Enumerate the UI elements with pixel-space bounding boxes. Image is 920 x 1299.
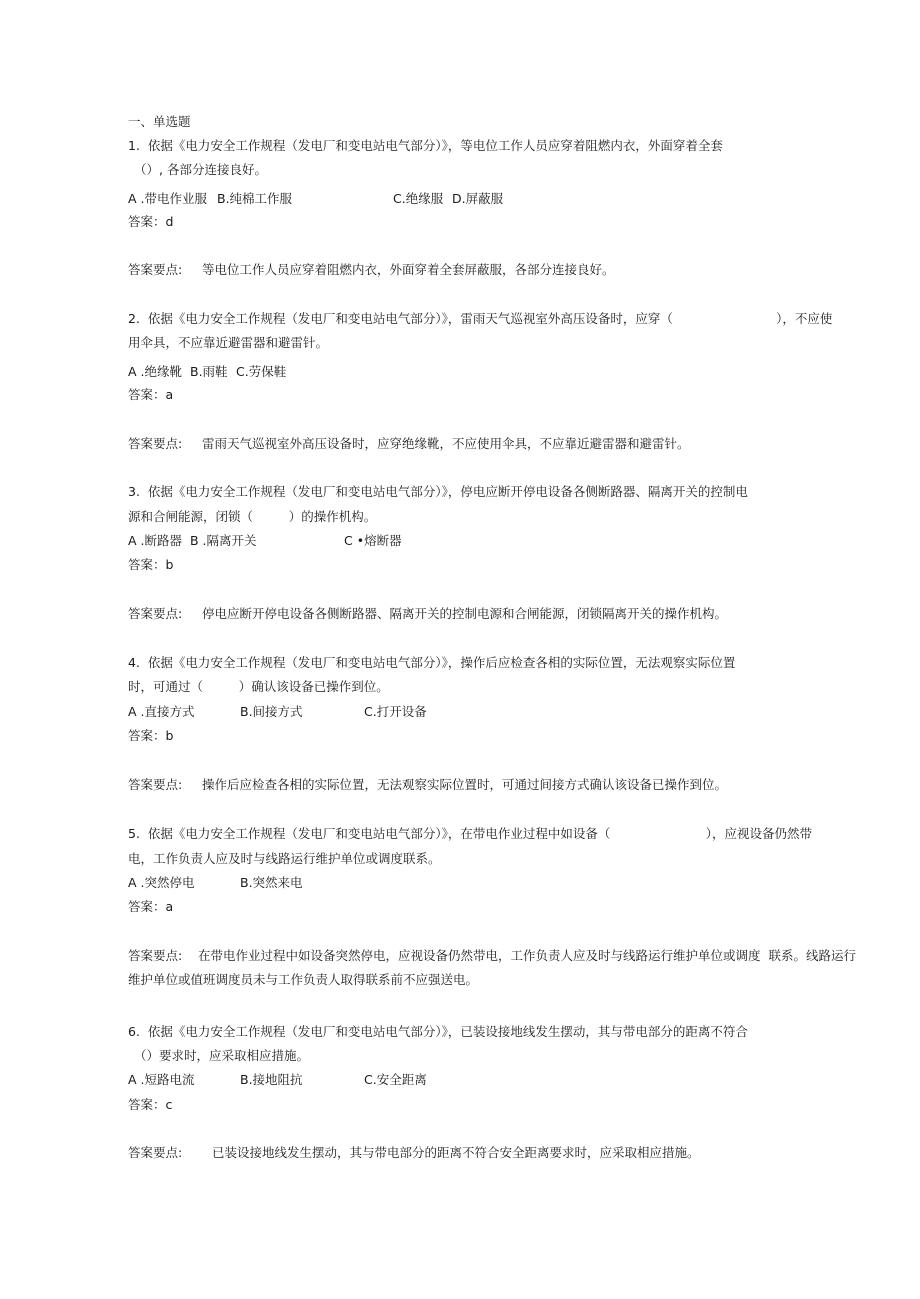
question-2-option-b: B.雨鞋 [190,364,228,379]
question-2-option-c: C.劳保鞋 [236,364,287,379]
question-1-option-c: C.绝缘服 [393,191,444,206]
question-4-option-c: C.打开设备 [364,704,427,719]
question-5-answer: 答案：a [128,899,174,914]
question-5-option-b: B.突然来电 [240,875,303,890]
question-2-key-label: 答案要点: [128,436,183,451]
question-1-key-line1: 等电位工作人员应穿着阻燃内衣，外面穿着全套屏蔽服，各部分连接良好。 [202,262,615,277]
question-4-answer: 答案：b [128,728,174,743]
question-6-option-b: B.接地阻抗 [240,1072,303,1087]
question-1-option-a: A .带电作业服 [128,191,207,206]
question-6-key-line1: 已装设接地线发生摆动，其与带电部分的距离不符合安全距离要求时，应采取相应措施。 [212,1145,700,1160]
question-2-stem-line2: 用伞具，不应靠近避雷器和避雷针。 [128,335,329,350]
question-5-option-a: A .突然停电 [128,875,195,890]
question-5-key-line2: 维护单位或值班调度员未与工作负责人取得联系前不应强送电。 [128,972,479,987]
question-2-option-a: A .绝缘靴 [128,364,182,379]
question-1-option-b: B.纯棉工作服 [217,191,293,206]
question-6-option-c: C.安全距离 [364,1072,427,1087]
question-3-stem-line1: 3. 依据《电力安全工作规程（发电厂和变电站电气部分）》，停电应断开停电设备各侧断路器、隔离开关的控制电 [128,484,748,499]
question-6-stem-line1: 6. 依据《电力安全工作规程（发电厂和变电站电气部分）》，已装设接地线发生摆动，其与带电部分的距离不符合 [128,1024,748,1039]
question-2-answer: 答案：a [128,387,174,402]
question-1-answer: 答案：d [128,214,174,229]
question-1-stem-line2: （）, 各部分连接良好。 [134,162,267,177]
question-5-key-label: 答案要点: [128,948,183,963]
question-4-stem-line2: 时，可通过（ ）确认该设备已操作到位。 [128,679,389,694]
question-4-option-b: B.间接方式 [240,704,303,719]
question-2-key-line1: 雷雨天气巡视室外高压设备时，应穿绝缘靴，不应使用伞具，不应靠近避雷器和避雷针。 [202,436,690,451]
question-3-key-line1: 停电应断开停电设备各侧断路器、隔离开关的控制电源和合闸能源，闭锁隔离开关的操作机构。 [202,606,728,621]
section-title: 一、单选题 [128,114,191,129]
question-3-key-label: 答案要点: [128,606,183,621]
question-1-key-label: 答案要点: [128,262,183,277]
question-5-key-line1: 在带电作业过程中如设备突然停电，应视设备仍然带电，工作负责人应及时与线路运行维护单位或调度 联系。线路运行 [198,948,856,963]
question-4-key-line1: 操作后应检查各相的实际位置，无法观察实际位置时，可通过间接方式确认该设备已操作到位。 [202,777,728,792]
question-4-key-label: 答案要点: [128,777,183,792]
question-1-stem-line1: 1. 依据《电力安全工作规程（发电厂和变电站电气部分）》，等电位工作人员应穿着阻燃内衣，外面穿着全套 [128,138,723,153]
question-3-option-b: B .隔离开关 [190,533,257,548]
question-3-stem-line2: 源和合闸能源，闭锁（ ）的操作机构。 [128,509,377,524]
question-5-stem-line2: 电，工作负责人应及时与线路运行维护单位或调度联系。 [128,851,441,866]
question-4-stem-line1: 4. 依据《电力安全工作规程（发电厂和变电站电气部分）》，操作后应检查各相的实际位置，无法观察实际位置 [128,655,736,670]
question-6-key-label: 答案要点: [128,1145,183,1160]
question-5-stem-line1: 5. 依据《电力安全工作规程（发电厂和变电站电气部分）》，在带电作业过程中如设备（ ），应视设备仍然带 [128,826,812,841]
question-4-option-a: A .直接方式 [128,704,195,719]
question-6-answer: 答案：c [128,1097,173,1112]
question-6-stem-line2: （）要求时，应采取相应措施。 [134,1048,310,1063]
question-1-option-d: D.屏蔽服 [452,191,504,206]
question-3-answer: 答案：b [128,557,174,572]
question-6-option-a: A .短路电流 [128,1072,195,1087]
question-3-option-c: C •熔断器 [344,533,402,548]
question-2-stem-line1: 2. 依据《电力安全工作规程（发电厂和变电站电气部分）》，雷雨天气巡视室外高压设备时，应穿（ ），不应使 [128,311,833,326]
question-3-option-a: A .断路器 [128,533,182,548]
